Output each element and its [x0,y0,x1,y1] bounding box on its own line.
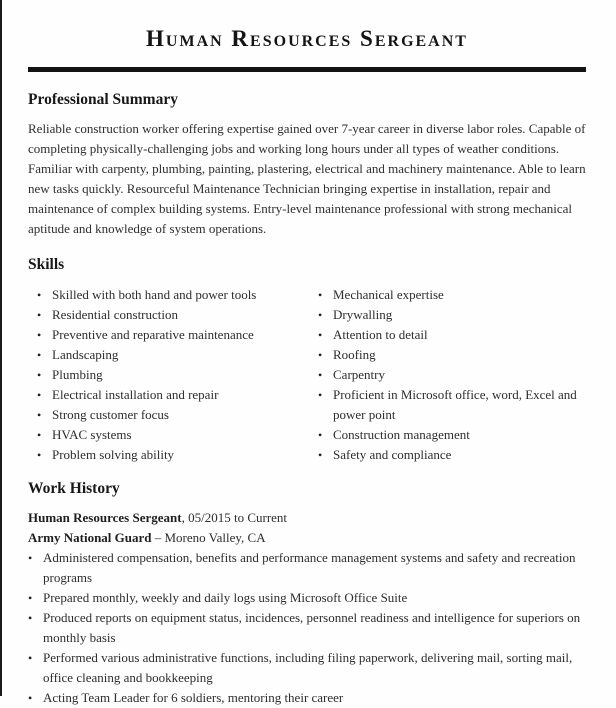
bullet-icon: • [37,428,42,442]
job-title-line [28,508,586,528]
skill-item [318,425,580,445]
bullet-icon: • [318,428,323,442]
skill-item [318,285,580,305]
skill-label: Drywalling [333,307,393,322]
skill-label: Preventive and reparative maintenance [52,327,254,342]
skills-list-right [318,285,580,465]
page-title: Human Resources Sergeant [146,26,468,51]
job-bullet-text: Administered compensation, benefits and performance management systems and safety and recreation programs [43,550,576,585]
skill-label: Landscaping [52,347,119,362]
skill-label: Problem solving ability [52,447,175,462]
bullet-icon: • [28,611,33,625]
job-bullet-list [28,548,586,708]
skill-label: Residential construction [52,307,179,322]
skill-label: Proficient in Microsoft office, word, Excel and power point [333,387,577,422]
job-bullet-item [28,548,586,588]
skill-item [37,425,318,445]
bullet-icon: • [37,288,42,302]
skill-item [318,385,580,425]
summary-paragraph: Reliable construction worker offering expertise gained over 7-year career in diverse labor roles. Capable of completing physically-challenging jobs and working long hours under all types of weather conditions. Familiar with carpenty, plumbing, painting, plastering, electrical and machinery maintenance. Able to learn new tasks quickly. Resourceful Maintenance Technician bringing expertise in installation, repair and maintenance of complex building systems. Entry-level maintenance professional with strong mechanical aptitude and knowledge of system operations. [28,121,586,236]
job-bullet-text: Performed various administrative functions, including filing paperwork, delivering mail, sorting mail, office cleaning and bookkeeping [43,650,573,685]
bullet-icon: • [318,328,323,342]
skill-label: Plumbing [52,367,103,382]
skill-item [37,285,318,305]
skill-label: Strong customer focus [52,407,169,422]
bullet-icon: • [318,288,323,302]
summary-section-heading: Professional Summary [28,91,178,108]
skill-label: Electrical installation and repair [52,387,219,402]
skills-list-left [37,285,318,465]
skills-column-left [37,285,318,465]
bullet-icon: • [28,591,33,605]
section-work-history [28,478,586,708]
skill-label: Roofing [333,347,376,362]
page-left-border [0,0,2,696]
bullet-icon: • [318,388,323,402]
skills-column-right [318,285,580,465]
bullet-icon: • [318,448,323,462]
skill-item [318,345,580,365]
job-bullet-text: Prepared monthly, weekly and daily logs using Microsoft Office Suite [43,590,408,605]
title-divider-rule [28,67,586,72]
job-bullet-item [28,688,586,708]
skill-item [318,305,580,325]
bullet-icon: • [37,348,42,362]
job-title: Human Resources Sergeant [28,510,182,525]
bullet-icon: • [318,348,323,362]
bullet-icon: • [37,328,42,342]
work-history-section-heading: Work History [28,480,120,497]
skill-label: Construction management [333,427,470,442]
skill-item [37,325,318,345]
skill-label: Safety and compliance [333,447,452,462]
bullet-icon: • [28,691,33,705]
skill-item [37,405,318,425]
skill-item [318,365,580,385]
job-dates: , 05/2015 to Current [181,510,288,525]
bullet-icon: • [28,551,33,565]
job-bullet-item [28,608,586,648]
skill-item [37,305,318,325]
skill-label: HVAC systems [52,427,132,442]
job-entry [28,508,586,708]
job-location: – Moreno Valley, CA [151,530,266,545]
job-employer: Army National Guard [28,530,152,545]
job-bullet-text: Produced reports on equipment status, incidences, personnel readiness and intelligence for superiors on monthly basis [43,610,581,645]
skill-label: Carpentry [333,367,385,382]
job-bullet-item [28,588,586,608]
skills-section-heading: Skills [28,256,65,273]
job-employer-line [28,528,586,548]
job-bullet-text: Acting Team Leader for 6 soldiers, mentoring their career [43,690,344,705]
skill-label: Skilled with both hand and power tools [52,287,257,302]
bullet-icon: • [318,308,323,322]
skill-label: Mechanical expertise [333,287,444,302]
skill-item [37,345,318,365]
section-professional-summary [28,89,586,239]
bullet-icon: • [37,448,42,462]
bullet-icon: • [37,408,42,422]
bullet-icon: • [28,651,33,665]
skill-label: Attention to detail [333,327,428,342]
bullet-icon: • [37,388,42,402]
bullet-icon: • [318,368,323,382]
skill-item [37,365,318,385]
skill-item [318,445,580,465]
section-skills [28,254,586,465]
bullet-icon: • [37,308,42,322]
skill-item [318,325,580,345]
job-bullet-item [28,648,586,688]
skills-columns [28,285,586,465]
skill-item [37,385,318,405]
skill-item [37,445,318,465]
bullet-icon: • [37,368,42,382]
